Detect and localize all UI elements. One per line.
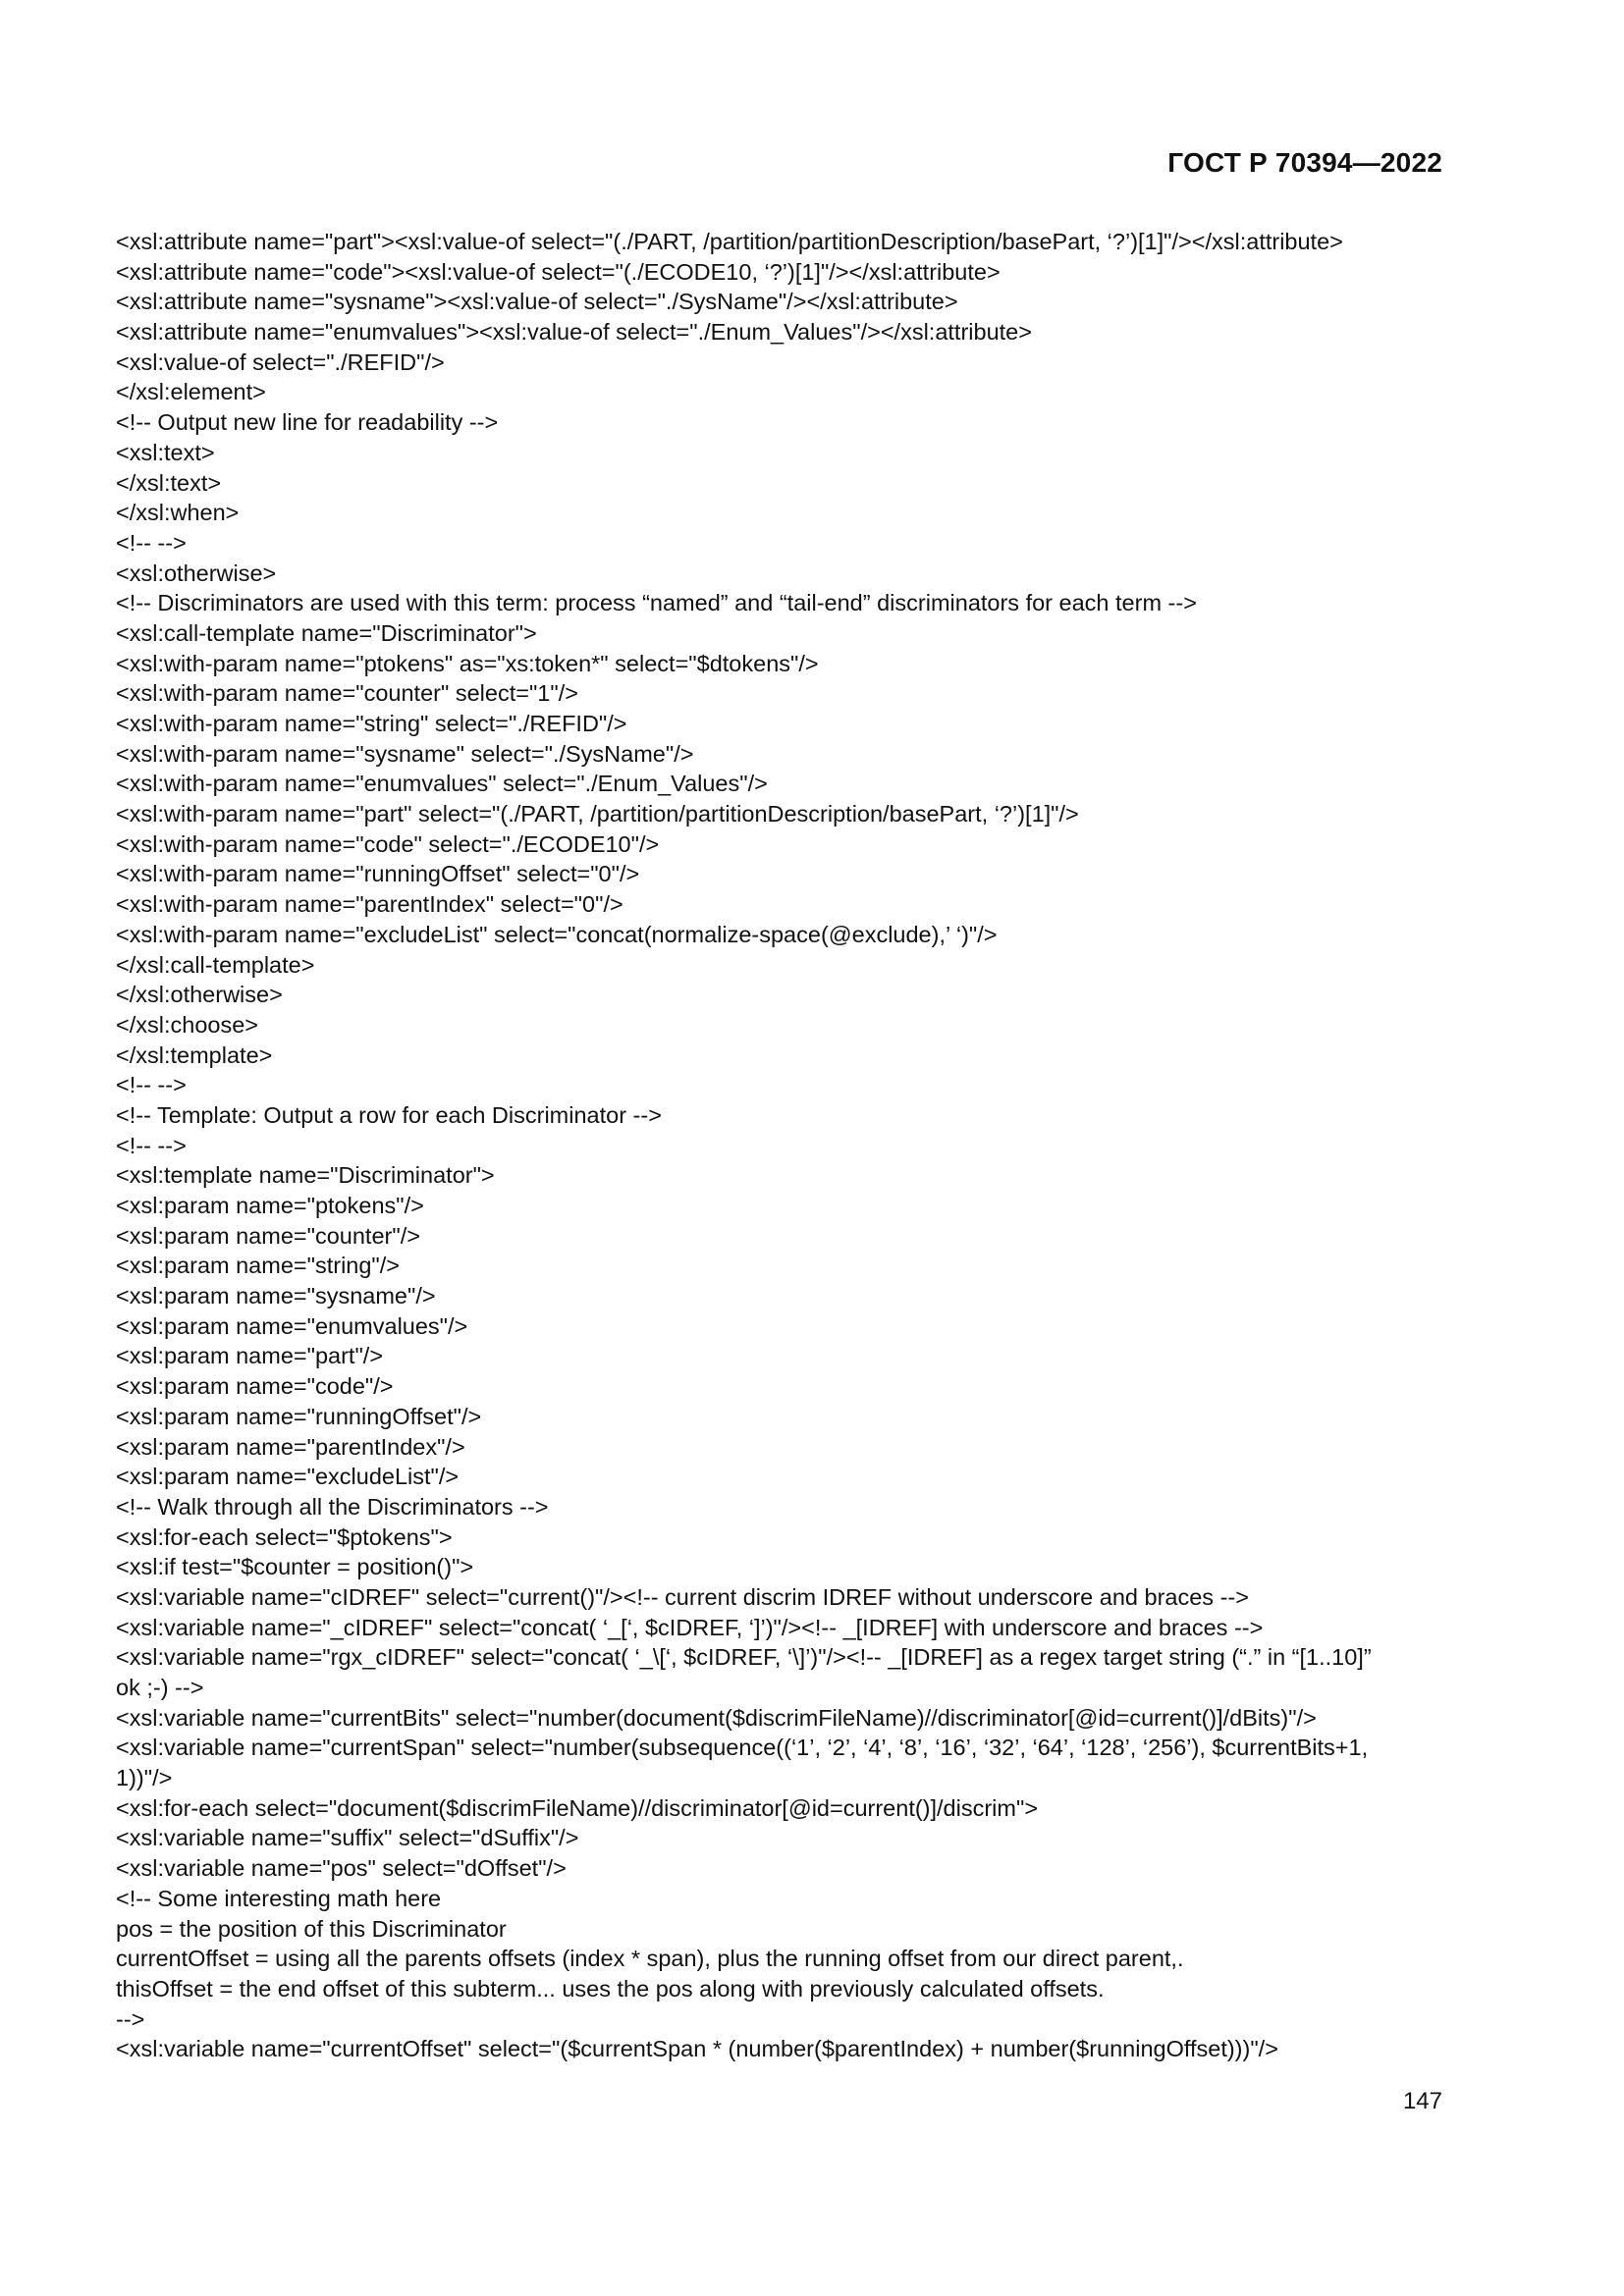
code-line: <xsl:value-of select="./REFID"/> [116,348,445,375]
code-line: <!-- Template: Output a row for each Discriminator --> [116,1101,662,1128]
code-line: </xsl:text> [116,469,222,496]
code-line: <xsl:for-each select="$ptokens"> [116,1523,453,1550]
code-line: <xsl:with-param name="ptokens" as="xs:token*" select="$dtokens"/> [116,650,819,676]
code-line: <xsl:variable name="suffix" select="dSuffix"/> [116,1825,579,1851]
code-line: <xsl:template name="Discriminator"> [116,1162,495,1189]
code-line: <xsl:variable name="currentOffset" select="($currentSpan * (number($parentIndex) + number($runningOffset)))"/> [116,2036,1278,2062]
code-line: <xsl:variable name="_cIDREF" select="concat( ‘_[‘, $cIDREF, ‘]’)"/><!-- _[IDREF] with underscore and braces --> [116,1614,1264,1640]
code-line: </xsl:call-template> [116,951,315,978]
code-line: <xsl:with-param name="runningOffset" select="0"/> [116,861,640,887]
code-line: <xsl:attribute name="enumvalues"><xsl:value-of select="./Enum_Values"/></xsl:attribute> [116,319,1032,346]
code-line: <!-- Some interesting math here [116,1885,442,1911]
code-line: <!-- Discriminators are used with this term: process “named” and “tail-end” discriminators for each term --> [116,590,1197,616]
code-line: </xsl:element> [116,379,266,405]
code-line: <xsl:attribute name="code"><xsl:value-of select="(./ECODE10, ‘?’)[1]"/></xsl:attribute> [116,258,1001,285]
code-line: <xsl:attribute name="sysname"><xsl:value-of select="./SysName"/></xsl:attribute> [116,289,958,315]
code-line: thisOffset = the end offset of this subterm... uses the pos along with previously calculated offsets. [116,1975,1105,2002]
code-line: <xsl:variable name="pos" select="dOffset"/> [116,1855,567,1882]
code-line: <xsl:param name="code"/> [116,1373,394,1400]
code-line: <xsl:call-template name="Discriminator"> [116,619,537,646]
code-line: --> [116,2005,145,2032]
code-line: <xsl:with-param name="code" select="./ECODE10"/> [116,830,660,857]
code-line: <xsl:with-param name="parentIndex" select="0"/> [116,891,623,918]
code-line: <xsl:param name="sysname"/> [116,1283,436,1309]
code-line: <!-- Output new line for readability --> [116,409,499,436]
code-line: pos = the position of this Discriminator [116,1915,507,1942]
code-line: <xsl:text> [116,439,215,465]
code-line: <xsl:param name="string"/> [116,1253,401,1279]
code-line: <xsl:for-each select="document($discrimFileName)//discriminator[@id=current()]/discrim"> [116,1794,1039,1821]
code-line: <!-- --> [116,1072,187,1098]
document-standard-id: ГОСТ Р 70394—2022 [1167,147,1442,178]
code-line: <xsl:otherwise> [116,560,277,586]
code-line: <!-- --> [116,529,187,556]
code-line: <xsl:param name="parentIndex"/> [116,1433,465,1460]
code-line: <xsl:with-param name="part" select="(./PART, /partition/partitionDescription/basePart, ‘?’)[1]"/> [116,801,1079,828]
code-line: <xsl:with-param name="sysname" select="./SysName"/> [116,740,694,767]
code-line: </xsl:choose> [116,1011,259,1038]
code-line: <!-- --> [116,1132,187,1158]
code-line: <xsl:variable name="cIDREF" select="current()"/><!-- current discrim IDREF without underscore and braces --> [116,1583,1249,1610]
code-line: <xsl:param name="runningOffset"/> [116,1403,482,1429]
code-line: <xsl:with-param name="enumvalues" select="./Enum_Values"/> [116,771,768,797]
code-listing [116,227,1451,2064]
code-line: <xsl:param name="part"/> [116,1343,384,1369]
code-line: 1))"/> [116,1765,173,1791]
code-line: </xsl:when> [116,500,240,526]
code-line: <xsl:variable name="currentBits" select="number(document($discrimFileName)//discriminator[@id=current()]/dBits)"/> [116,1704,1317,1731]
code-line: <xsl:attribute name="part"><xsl:value-of select="(./PART, /partition/partitionDescription/basePart, ‘?’)[1]"/></xsl:attribute> [116,229,1343,254]
code-line: <xsl:with-param name="counter" select="1"/> [116,680,578,707]
code-line: <xsl:param name="enumvalues"/> [116,1312,468,1339]
page-number: 147 [1402,2088,1442,2114]
code-line: </xsl:otherwise> [116,982,283,1008]
code-line: <xsl:param name="ptokens"/> [116,1193,424,1218]
code-line: ok ;-) --> [116,1675,204,1700]
code-line: <xsl:variable name="currentSpan" select="number(subsequence((‘1’, ‘2’, ‘4’, ‘8’, ‘16’, ‘32’, ‘64’, ‘128’, ‘256’), $currentBits+1, [116,1735,1369,1761]
code-line: currentOffset = using all the parents offsets (index * span), plus the running offset from our direct parent,. [116,1946,1184,1972]
code-line: <xsl:with-param name="excludeList" select="concat(normalize-space(@exclude),’ ‘)"/> [116,921,998,947]
code-line: <xsl:with-param name="string" select="./REFID"/> [116,711,627,736]
code-line: <xsl:variable name="rgx_cIDREF" select="concat( ‘_\[‘, $cIDREF, ‘\]’)"/><!-- _[IDREF] as a regex target string (“.” in “[1..10]” [116,1644,1372,1671]
code-line: <xsl:param name="excludeList"/> [116,1464,460,1490]
code-line: <xsl:param name="counter"/> [116,1222,420,1249]
code-line: </xsl:template> [116,1041,273,1068]
code-line: <!-- Walk through all the Discriminators --> [116,1493,549,1520]
code-line: <xsl:if test="$counter = position()"> [116,1554,474,1580]
